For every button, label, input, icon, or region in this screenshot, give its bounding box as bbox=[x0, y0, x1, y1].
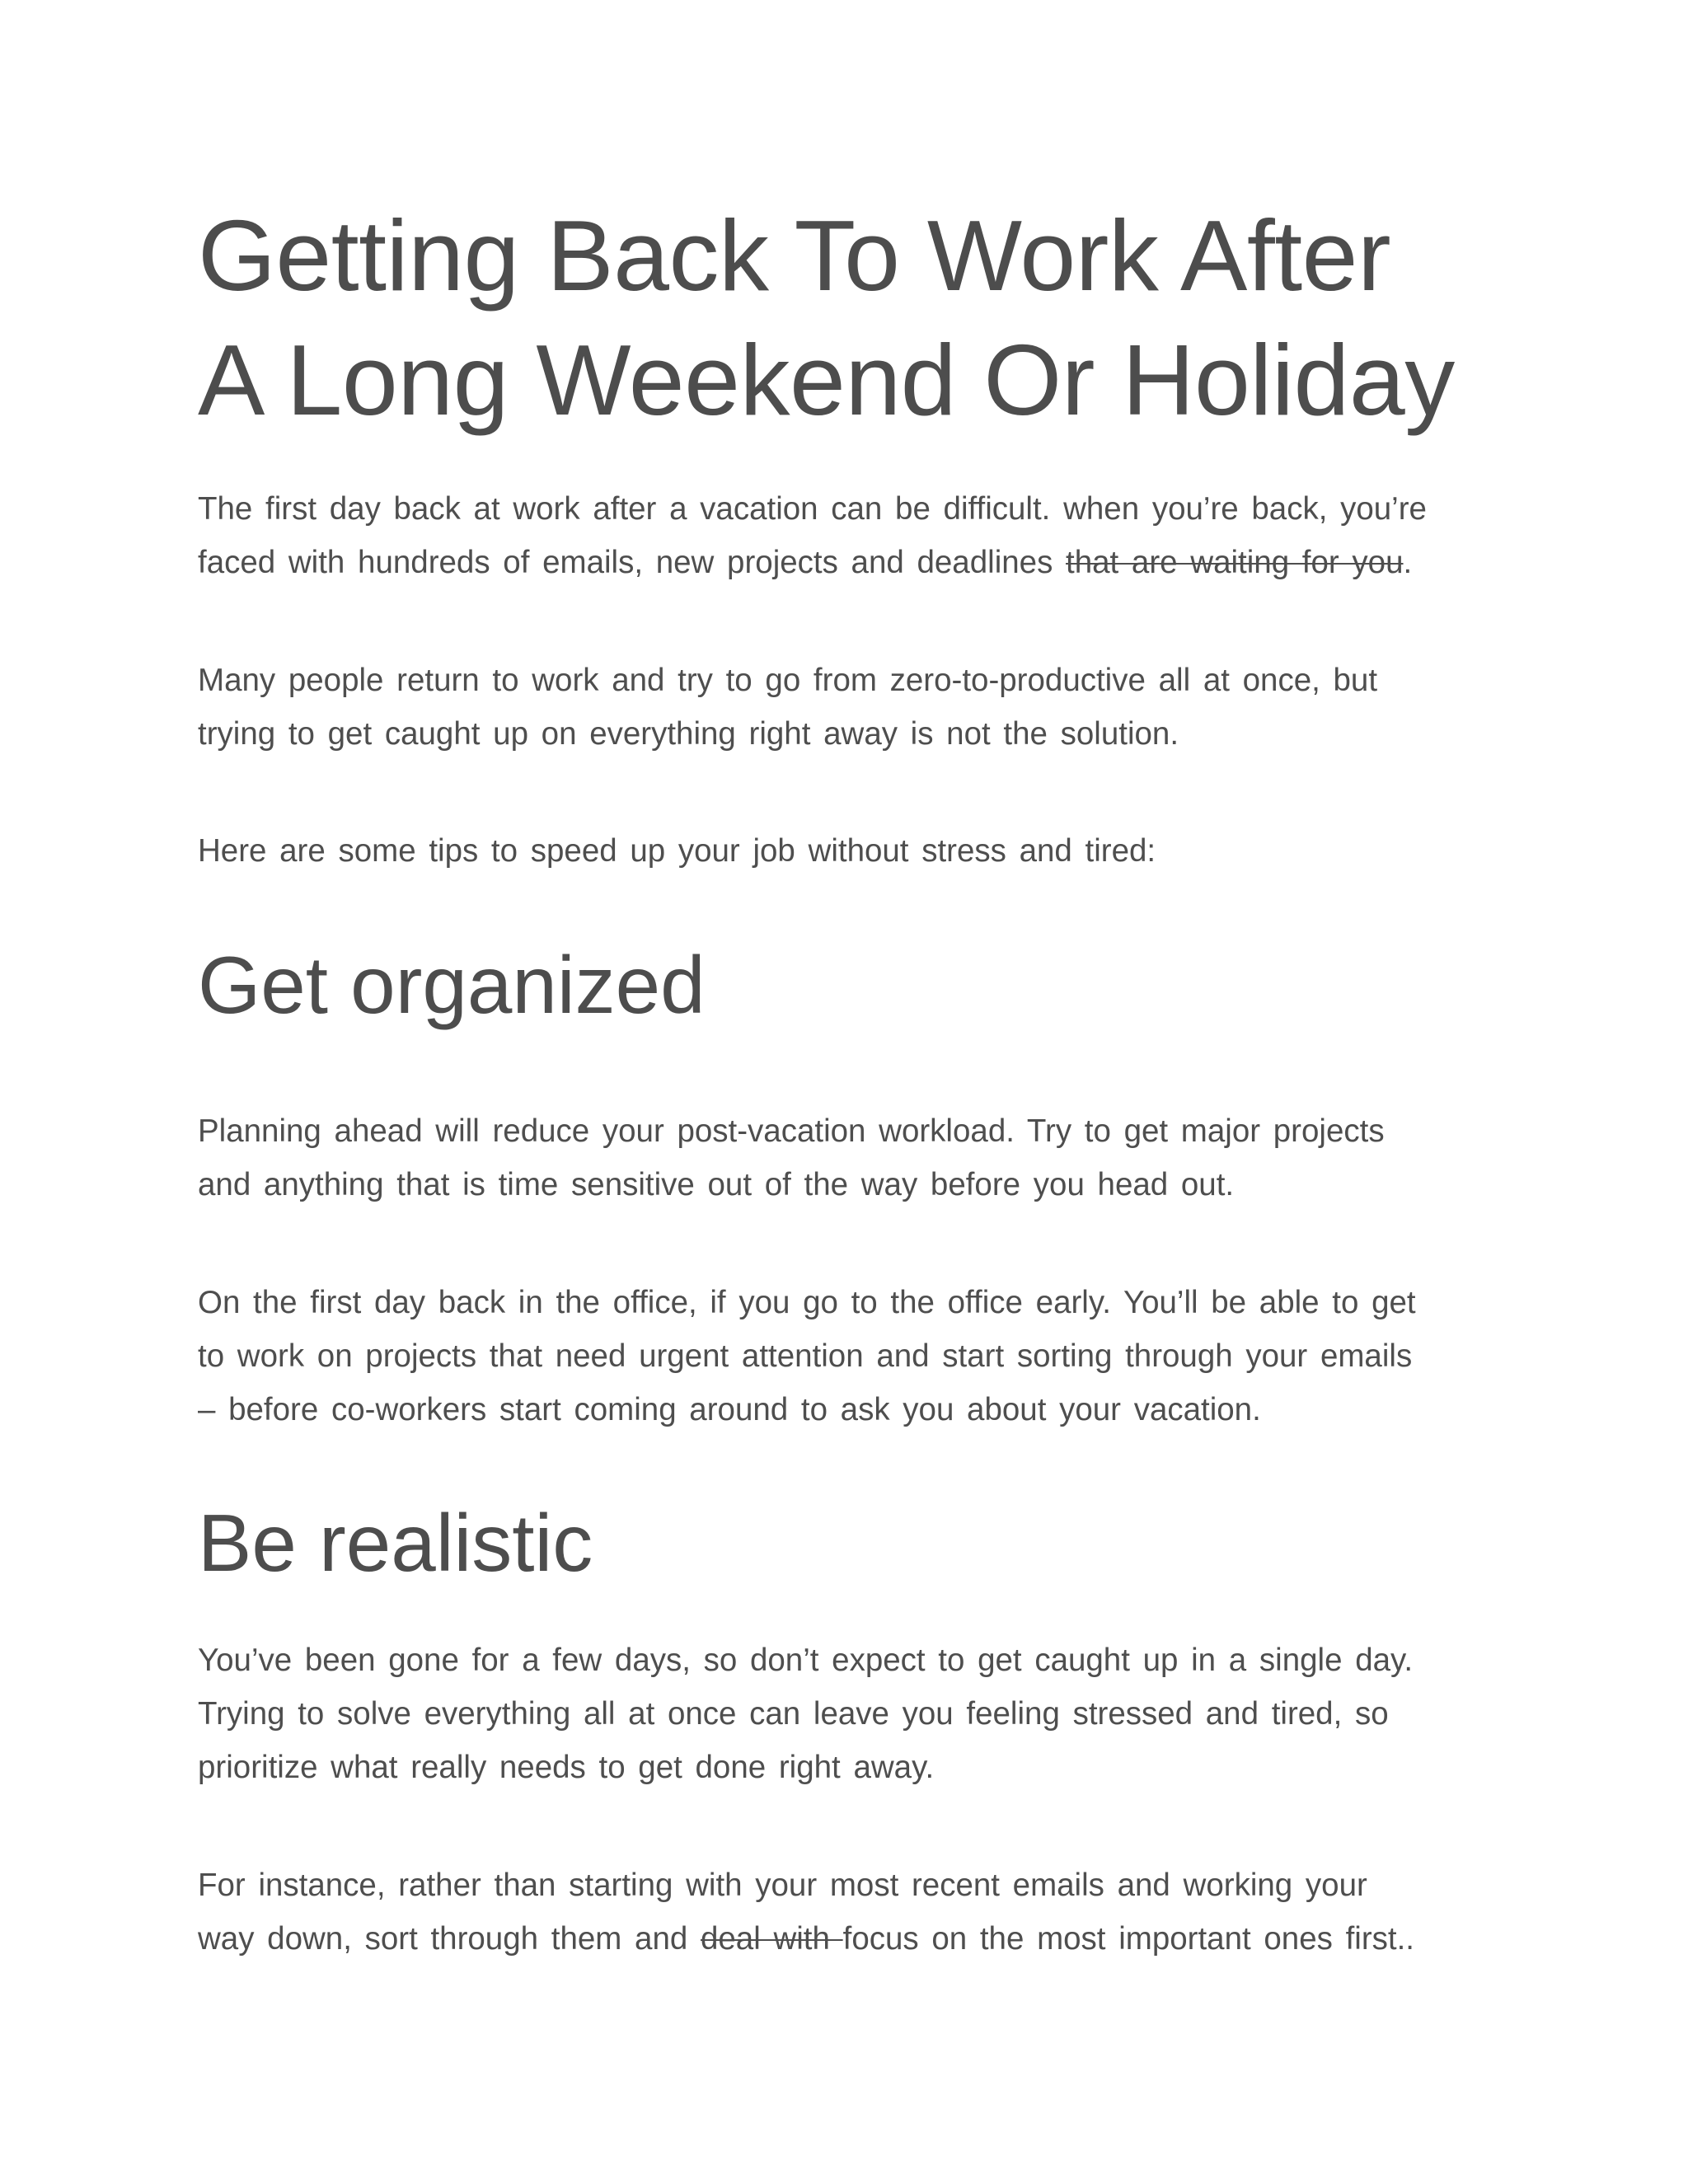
text-segment: focus on the most important ones first.. bbox=[842, 1921, 1414, 1957]
text-line bbox=[198, 1912, 1414, 1966]
section2-paragraph-1 bbox=[198, 1633, 1413, 1794]
section2-paragraph-2 bbox=[198, 1858, 1414, 1966]
text-line: Planning ahead will reduce your post-vacation workload. Try to get major projects bbox=[198, 1113, 1385, 1149]
text-line: – before co-workers start coming around to ask you about your vacation. bbox=[198, 1392, 1261, 1427]
title-line-1: Getting Back To Work After bbox=[198, 199, 1391, 312]
text-line: to work on projects that need urgent attention and start sorting through your emails bbox=[198, 1338, 1413, 1374]
intro-paragraph-1 bbox=[198, 482, 1427, 589]
section-heading-get-organized: Get organized bbox=[198, 940, 706, 1030]
struck-text: deal with bbox=[700, 1921, 843, 1957]
text-line: Trying to solve everything all at once can leave you feeling stressed and tired, so bbox=[198, 1696, 1389, 1732]
text-line: and anything that is time sensitive out of the way before you head out. bbox=[198, 1167, 1235, 1202]
document-title bbox=[198, 194, 1455, 443]
text-line: On the first day back in the office, if you go to the office early. You’ll be able to get bbox=[198, 1285, 1416, 1320]
text-line: Here are some tips to speed up your job without stress and tired: bbox=[198, 833, 1156, 869]
intro-paragraph-3 bbox=[198, 824, 1156, 878]
text-line: For instance, rather than starting with your most recent emails and working your bbox=[198, 1868, 1367, 1903]
section-heading-be-realistic: Be realistic bbox=[198, 1497, 593, 1588]
text-line: The first day back at work after a vacation can be difficult. when you’re back, you’re bbox=[198, 491, 1427, 527]
text-line bbox=[198, 536, 1427, 589]
text-segment: faced with hundreds of emails, new projects and deadlines bbox=[198, 545, 1067, 580]
struck-text: that are waiting for you bbox=[1066, 545, 1404, 580]
text-line: trying to get caught up on everything right away is not the solution. bbox=[198, 716, 1179, 752]
text-line: Many people return to work and try to go from zero-to-productive all at once, but bbox=[198, 663, 1378, 698]
text-segment: way down, sort through them and bbox=[198, 1921, 701, 1957]
document-page bbox=[198, 0, 1500, 2184]
intro-paragraph-2 bbox=[198, 654, 1377, 761]
section1-paragraph-1 bbox=[198, 1104, 1385, 1212]
section1-paragraph-2 bbox=[198, 1276, 1416, 1436]
text-line: prioritize what really needs to get done right away. bbox=[198, 1750, 935, 1785]
text-segment: . bbox=[1403, 545, 1413, 580]
text-line: You’ve been gone for a few days, so don’t expect to get caught up in a single day. bbox=[198, 1643, 1414, 1678]
title-line-2: A Long Weekend Or Holiday bbox=[198, 324, 1455, 436]
